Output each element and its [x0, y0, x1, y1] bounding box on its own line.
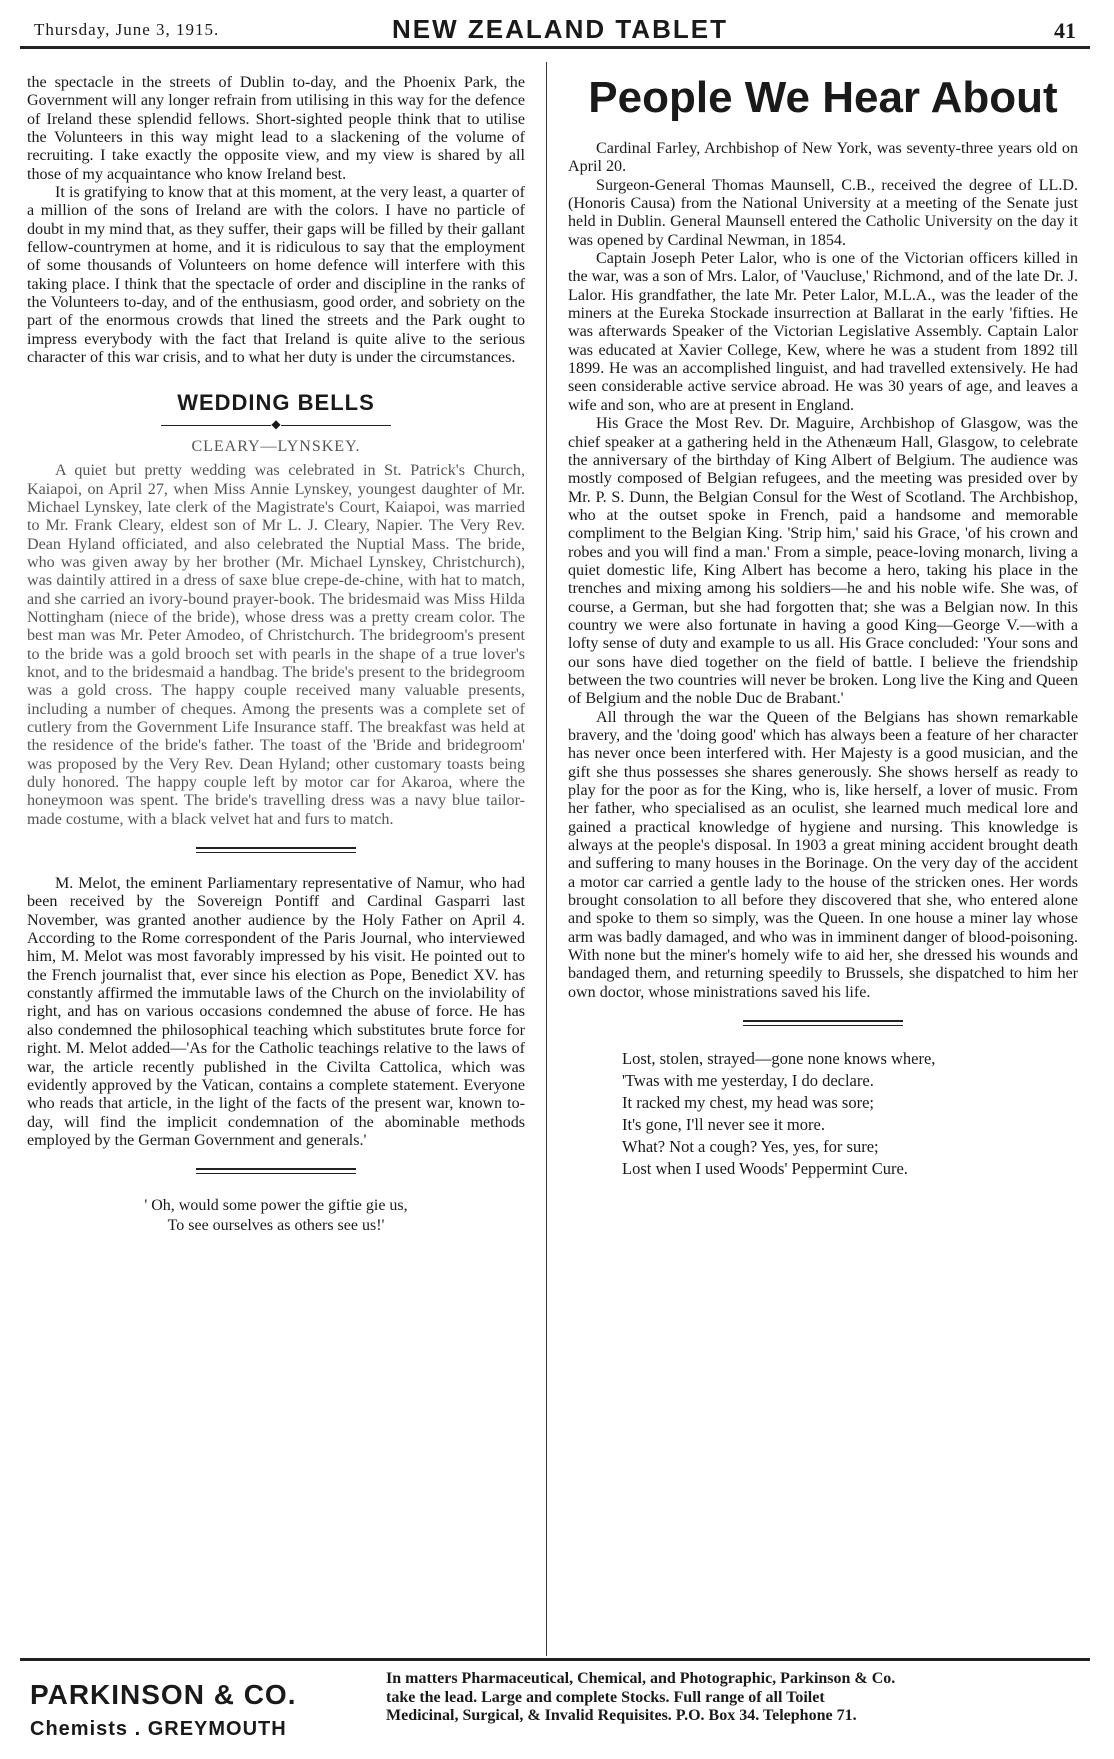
page-number: 41: [1054, 18, 1076, 43]
wedding-subheading: CLEARY—LYNSKEY.: [191, 437, 361, 455]
article-paragraph: It is gratifying to know that at this moment, at the very least, a quarter of a million of the sons of Ireland are with the colors. I have no particle of doubt in my mind that, as they suffer, their gaps will be filled by their gallant fellow-countrymen at home, and it is ridiculous to say that the employment of some thousands of Volunteers on home defence will interfere with this taking place. I think that the spectacle of order and discipline in the ranks of the Volunteers to-day, and of the enthusiasm, good order, and sobriety on the part of the enormous crowds that lined the streets and the Park ought to impress everybody with the fact that Ireland is quite alive to the serious character of this war crisis, and to what her duty is under the circumstances.: [27, 184, 525, 367]
quote-line: To see ourselves as others see us!': [167, 1217, 385, 1235]
page-header: [20, 0, 1090, 44]
quote-line: ' Oh, would some power the giftie gie us,: [144, 1197, 408, 1215]
poem-line: It's gone, I'll never see it more.: [622, 1115, 825, 1135]
footer-rule: [20, 1658, 1090, 1661]
advert-location: Chemists . GREYMOUTH: [30, 1718, 287, 1740]
right-column: [568, 74, 1078, 1180]
article-paragraph: the spectacle in the streets of Dublin to-day, and the Phoenix Park, the Government will any longer refrain from utilising in this way for the defence of Ireland these splendid fellows. Short-sighted people think that to utilise the Volunteers in this way might lead to a slackening of the volume of recruiting. I take exactly the opposite view, and my view is shared by all those of my acquaintance who know Ireland best.: [27, 74, 525, 183]
advert-brand: [30, 1678, 360, 1741]
news-paragraph: Surgeon-General Thomas Maunsell, C.B., received the degree of LL.D. (Honoris Causa) from the National University at a meeting of the Senate just held in Dublin. General Maunsell entered the Catholic University on the day it was opened by Cardinal Newman, in 1854.: [568, 176, 1078, 249]
poem-line: Lost when I used Woods' Peppermint Cure.: [622, 1159, 908, 1179]
burns-quote: [27, 1196, 525, 1236]
issue-date: Thursday, June 3, 1915.: [34, 20, 220, 39]
header-rule: [20, 46, 1090, 49]
news-paragraph: His Grace the Most Rev. Dr. Maguire, Archbishop of Glasgow, was the chief speaker at a gathering held in the Athenæum Hall, Glasgow, to celebrate the anniversary of the birthday of King Albert of Belgium. The audience was mostly composed of Belgian refugees, and the meeting was presided over by Mr. P. S. Dunn, the Belgian Consul for the West of Scotland. The Archbishop, who at the outset spoke in French, paid a handsome and memorable compliment to the Belgian King. 'Strip him,' said his Grace, 'of his crown and robes and you will find a man.' From a simple, peace-loving monarch, living a quiet domestic life, King Albert has become a hero, taking his place in the trenches and mixing among his soldiers—he and his noble wife. She was, of course, a German, but she had forgotten that; she was a Belgian now. In this country we were also fortunate in having a good King—George V.—with a lofty sense of duty and example to us all. His Grace concluded: 'Your sons and our sons have died together on the field of battle. I believe the friendship between the two countries will never be broken. Long live the King and Queen of Belgium and the noble Duc de Brabant.': [568, 415, 1078, 708]
news-paragraph: Cardinal Farley, Archbishop of New York, was seventy-three years old on April 20.: [568, 140, 1078, 176]
wedding-paragraph: A quiet but pretty wedding was celebrated in St. Patrick's Church, Kaiapoi, on April 27, when Miss Annie Lynskey, youngest daughter of Mr. Michael Lynskey, late clerk of the Magistrate's Court, Kaiapoi, was married to Mr. Frank Cleary, eldest son of Mr L. J. Cleary, Napier. The Very Rev. Dean Hyland officiated, and also celebrated the Nuptial Mass. The bride, who was given away by her brother (Mr. Michael Lynskey, Christchurch), was daintily attired in a dress of saxe blue crepe-de-chine, with hat to match, and she carried an ivory-bound prayer-book. The bridesmaid was Miss Hilda Nottingham (niece of the bride), whose dress was a pretty cream color. The best man was Mr. Peter Amodeo, of Christchurch. The bridegroom's present to the bride was a gold brooch set with pearls in the shape of a true lover's knot, and to the bridesmaid a handbag. The bride's present to the bridegroom was a gold cross. The happy couple received many valuable presents, including a number of cheques. Among the presents was a complete set of cutlery from the Government Life Insurance staff. The breakfast was held at the residence of the bride's father. The toast of the 'Bride and bridegroom' was proposed by the Very Rev. Dean Hyland; other customary toasts being duly honored. The happy couple left by motor car for Akaroa, where the honeymoon was spent. The bride's travelling dress was a navy blue tailor-made costume, with a black velvet hat and furs to match.: [27, 462, 525, 828]
advert-line: take the lead. Large and complete Stocks. Full range of all Toilet: [386, 1688, 825, 1706]
advert-name: PARKINSON & CO.: [30, 1679, 297, 1710]
cough-cure-poem: [622, 1048, 1078, 1180]
newspaper-title: NEW ZEALAND TABLET: [392, 14, 728, 44]
advert-copy: [386, 1670, 1078, 1726]
section-rule: [196, 1168, 356, 1174]
advert-line: Medicinal, Surgical, & Invalid Requisites. P.O. Box 34. Telephone 71.: [386, 1707, 857, 1724]
melot-paragraph: M. Melot, the eminent Parliamentary representative of Namur, who had been received by the Sovereign Pontiff and Cardinal Gasparri last November, was granted another audience by the Holy Father on April 4. According to the Rome correspondent of the Paris Journal, who interviewed him, M. Melot was most favorably impressed by his visit. He pointed out to the French journalist that, ever since his election as Pope, Benedict XV. has constantly affirmed the immutable laws of the Church on the inviolability of right, and has on various occasions condemned the abuse of force. He has also condemned the philosophical teaching which substitutes brute force for right. M. Melot added—'As for the Catholic teachings relative to the laws of war, the article recently published in the Civilta Cattolica, which was evidently approved by the Vatican, contains a complete statement. Everyone who reads that article, in the light of the facts of the present war, known to-day, will find the implicit condemnation of the abominable methods employed by the German Government and generals.': [27, 875, 525, 1149]
section-rule: [196, 847, 356, 853]
advert-line: In matters Pharmaceutical, Chemical, and Photographic, Parkinson & Co.: [386, 1670, 896, 1687]
section-rule: [743, 1020, 903, 1026]
wedding-bells-heading: WEDDING BELLS: [177, 389, 375, 415]
poem-line: Lost, stolen, strayed—gone none knows where,: [622, 1049, 936, 1069]
poem-line: What? Not a cough? Yes, yes, for sure;: [622, 1137, 879, 1157]
poem-line: 'Twas with me yesterday, I do declare.: [622, 1071, 874, 1091]
people-we-hear-about-heading: People We Hear About: [588, 73, 1058, 122]
news-paragraph: All through the war the Queen of the Belgians has shown remarkable bravery, and the 'doing good' which has always been a feature of her character has never once been interfered with. Her Majesty is a good musician, and the gift she thus possesses she shares generously. She shows herself as ready to play for the poor as for the King, who is, like herself, a lover of music. From her father, who specialised as an oculist, she learned much medical lore and gained a practical knowledge of hygiene and nursing. This knowledge is always at the people's disposal. In 1903 a great mining accident brought death and suffering to many houses in the Borinage. On the very day of the accident a motor car carried a gentle lady to the house of the stricken ones. Her words brought consolation to all before they discovered that she, who entered alone and spoke to them so simply, was the Queen. In one house a miner lay whose arm was badly damaged, and who was in imminent danger of blood-poisoning. With none but the miner's homely wife to aid her, she dressed his wounds and bandaged them, and returning speedily to Brussels, she dispatched to him her own doctor, whose ministrations saved his life.: [568, 708, 1078, 1001]
news-paragraph: Captain Joseph Peter Lalor, who is one of the Victorian officers killed in the war, was a son of Mrs. Lalor, of 'Vaucluse,' Richmond, and of the late Dr. J. Lalor. His grandfather, the late Mr. Peter Lalor, M.L.A., was the leader of the miners at the Eureka Stockade insurrection at Ballarat in the early 'fifties. He was afterwards Speaker of the Victorian Legislative Assembly. Captain Lalor was educated at Xavier College, Kew, where he was a student from 1892 till 1899. He was an accomplished linguist, and had travelled extensively. He had seen considerable active service abroad. He was 30 years of age, and leaves a wife and son, who are at present in England.: [568, 250, 1079, 414]
column-divider: [546, 62, 547, 1656]
left-column: [27, 74, 525, 1236]
heading-ornament: ◆: [27, 418, 525, 430]
poem-line: It racked my chest, my head was sore;: [622, 1093, 874, 1113]
